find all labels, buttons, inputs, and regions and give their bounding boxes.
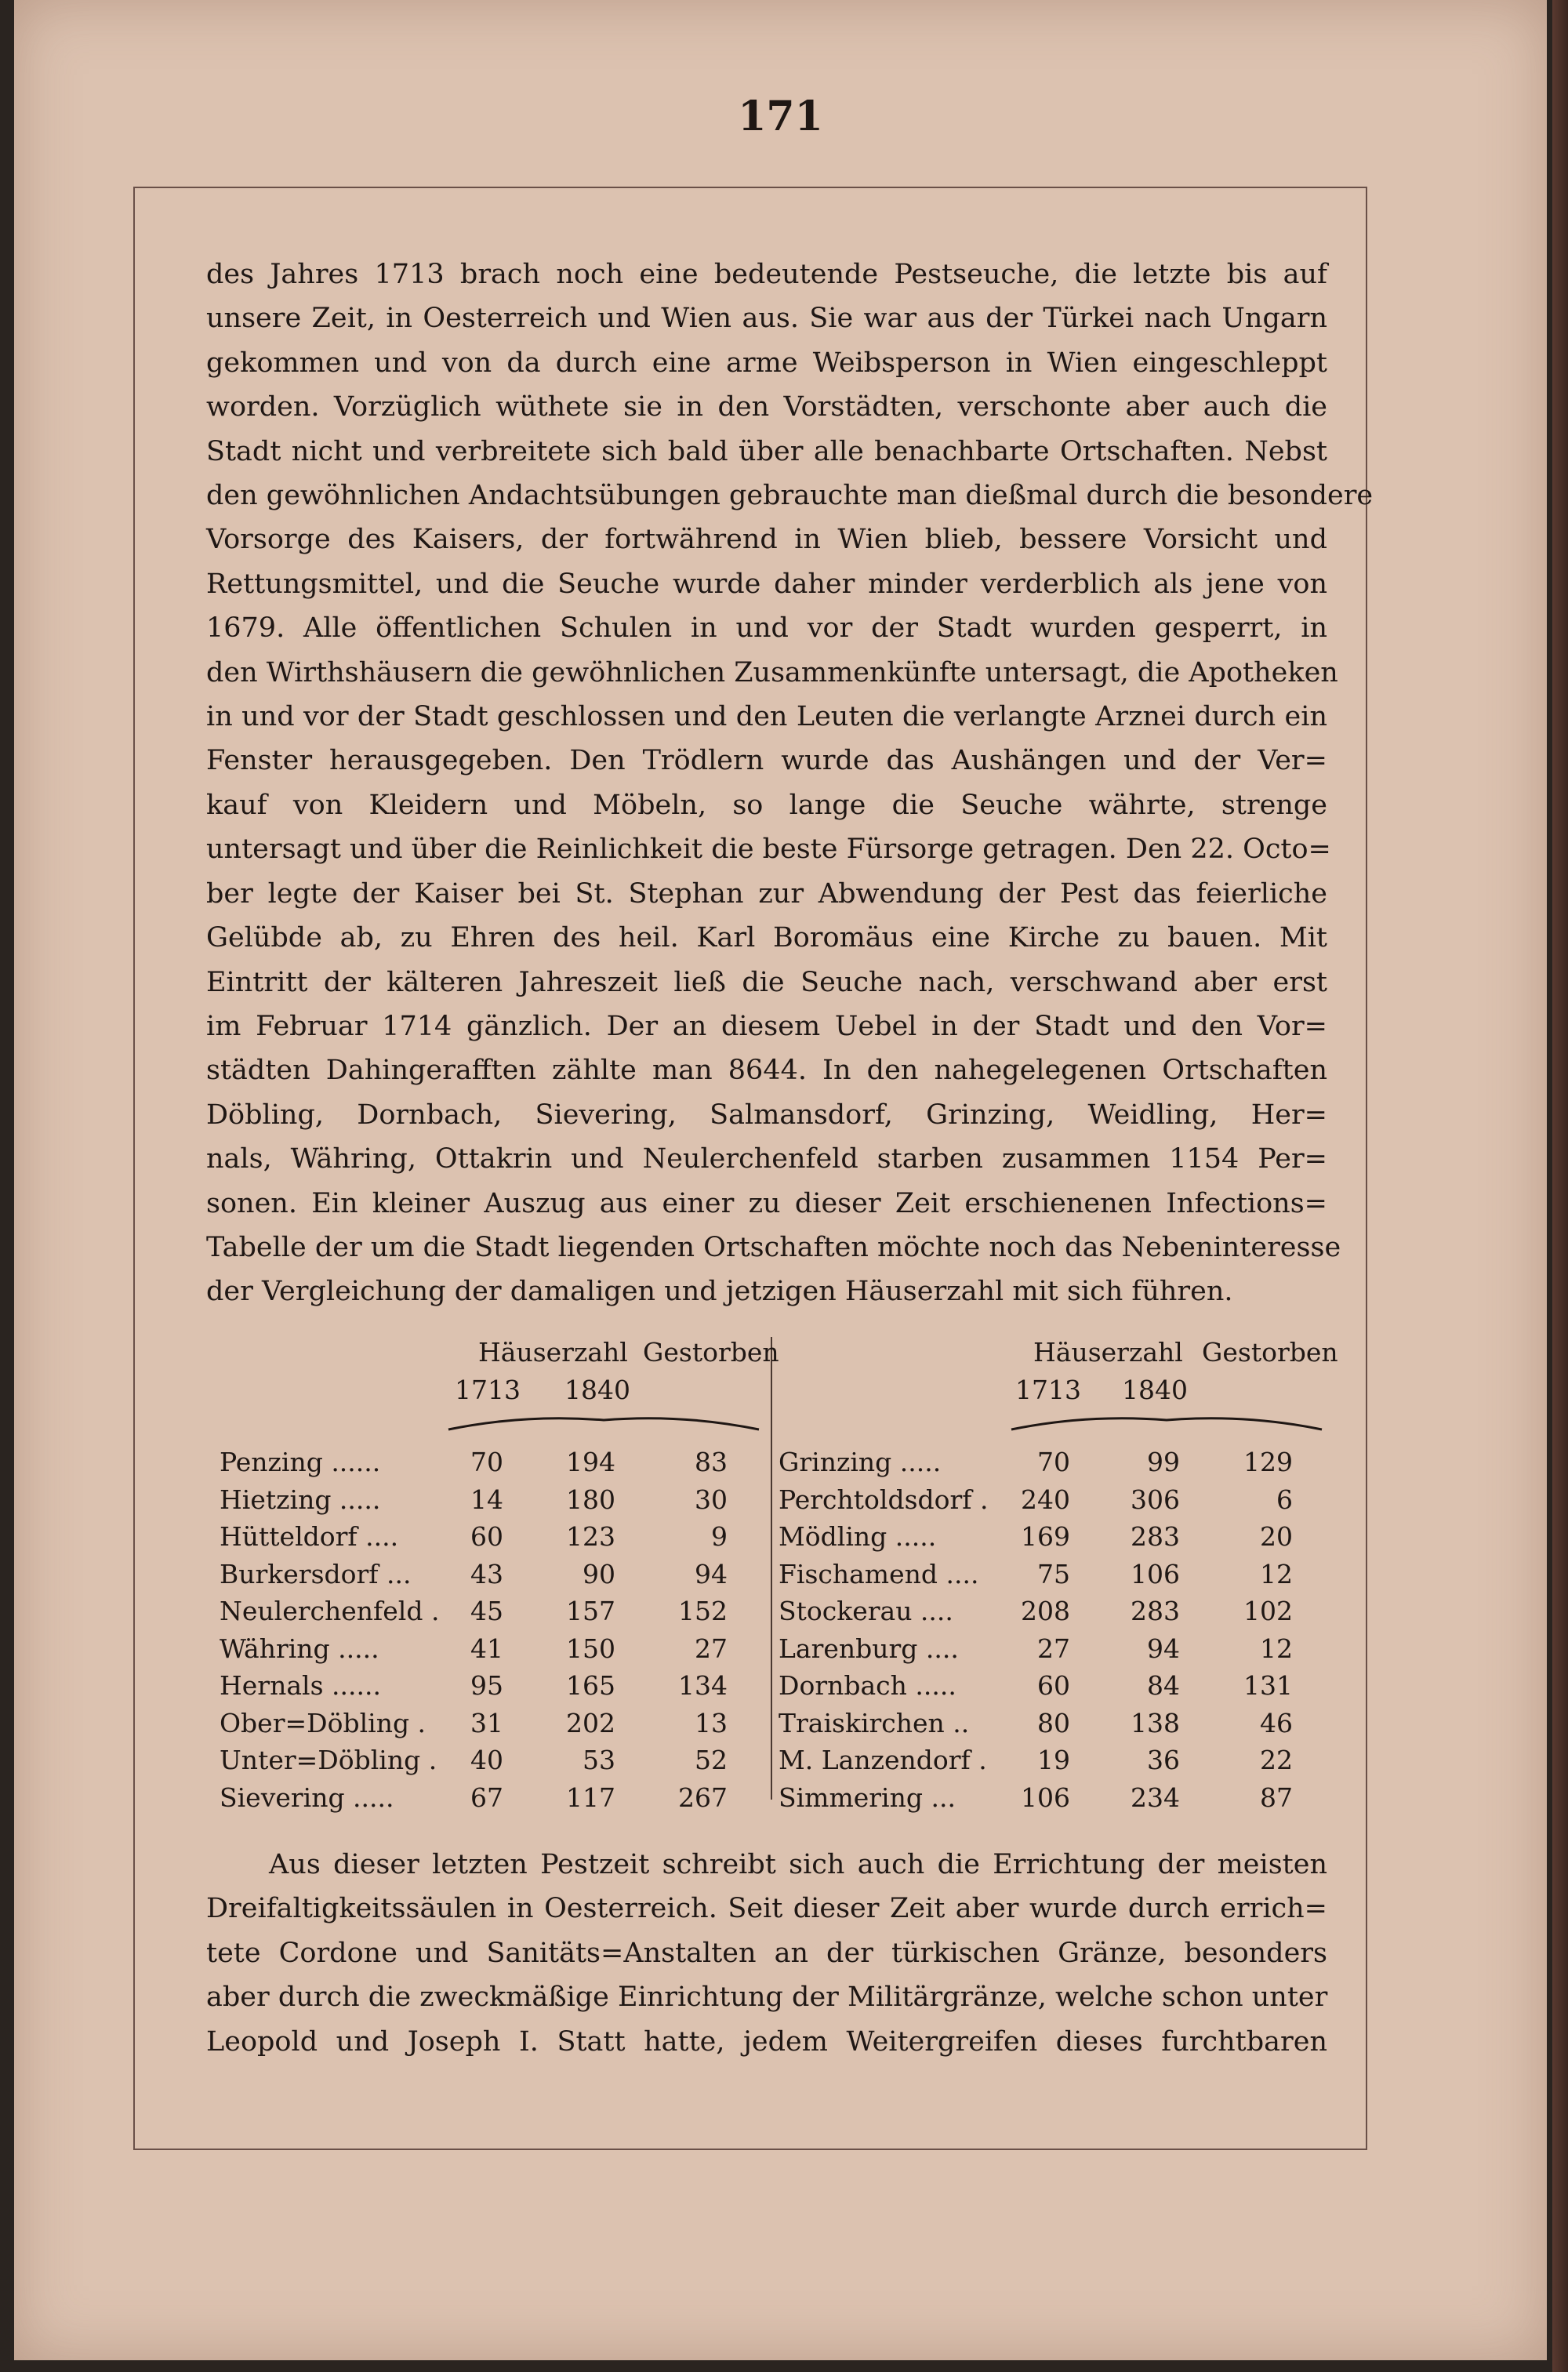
houses-1840: 283 — [1131, 1521, 1180, 1552]
houses-1713: 60 — [1037, 1670, 1070, 1701]
houses-1713: 75 — [1037, 1558, 1070, 1589]
houses-1713: 95 — [470, 1670, 503, 1701]
houses-1713: 80 — [1037, 1707, 1070, 1738]
table-row — [779, 1484, 1343, 1522]
paragraph-trinity-columns — [206, 1843, 1327, 2064]
place-name: Währing ..... — [220, 1633, 379, 1664]
deaths: 13 — [695, 1707, 728, 1738]
houses-1840: 36 — [1147, 1745, 1180, 1775]
text-line: den Wirthshäusern die gewöhnlichen Zusammenkünfte untersagt, die Apotheken — [206, 656, 1338, 688]
houses-1840: 283 — [1131, 1596, 1180, 1626]
deaths: 52 — [695, 1745, 728, 1775]
table-row — [779, 1745, 1343, 1782]
houses-1713: 208 — [1021, 1596, 1070, 1626]
table-row — [779, 1670, 1343, 1708]
houses-1840: 123 — [566, 1521, 615, 1552]
houses-1840: 53 — [583, 1745, 615, 1775]
header-houses: Häuserzahl — [478, 1337, 628, 1368]
place-name: Burkersdorf ... — [220, 1558, 412, 1589]
houses-1840: 90 — [583, 1558, 615, 1589]
table-row — [220, 1484, 760, 1522]
text-line: tete Cordone und Sanitäts=Anstalten an der türkischen Gränze, besonders — [206, 1937, 1327, 1969]
houses-1713: 31 — [470, 1707, 503, 1738]
houses-1713: 70 — [470, 1447, 503, 1477]
houses-1840: 94 — [1147, 1633, 1180, 1664]
text-line: Döbling, Dornbach, Sievering, Salmansdorf, Grinzing, Weidling, Her= — [206, 1099, 1327, 1131]
infection-table-left — [220, 1337, 779, 1813]
table-row — [220, 1745, 760, 1782]
text-line: des Jahres 1713 brach noch eine bedeutende Pestseuche, die letzte bis auf — [206, 259, 1327, 290]
houses-1713: 41 — [470, 1633, 503, 1664]
paragraph-plague-1713 — [206, 252, 1374, 1314]
text-line: städten Dahingerafften zählte man 8644. In den nahegelegenen Ortschaften — [206, 1055, 1327, 1087]
table-row — [779, 1559, 1343, 1596]
place-name: Fischamend .... — [779, 1558, 979, 1589]
text-line: untersagt und über die Reinlichkeit die beste Fürsorge getragen. Den 22. Octo= — [206, 834, 1331, 866]
place-name: Traiskirchen .. — [779, 1707, 970, 1738]
houses-1713: 43 — [470, 1558, 503, 1589]
place-name: Stockerau .... — [779, 1596, 953, 1626]
houses-1713: 40 — [470, 1745, 503, 1775]
houses-1840: 306 — [1131, 1484, 1180, 1515]
deaths: 83 — [695, 1447, 728, 1477]
table-row — [220, 1708, 760, 1745]
text-line: sonen. Ein kleiner Auszug aus einer zu dieser Zeit erschienenen Infections= — [206, 1187, 1327, 1219]
place-name: Perchtoldsdorf . — [779, 1484, 989, 1515]
text-line: der Vergleichung der damaligen und jetzigen Häuserzahl mit sich führen. — [206, 1276, 1233, 1308]
place-name: Larenburg .... — [779, 1633, 959, 1664]
text-line: Aus dieser letzten Pestzeit schreibt sich auch die Errichtung der meisten — [269, 1849, 1327, 1880]
houses-1840: 150 — [566, 1633, 615, 1664]
text-line: Stadt nicht und verbreitete sich bald über alle benachbarte Ortschaften. Nebst — [206, 435, 1327, 467]
header-brace — [1010, 1409, 1323, 1433]
deaths: 27 — [695, 1633, 728, 1664]
table-row — [220, 1596, 760, 1633]
deaths: 152 — [678, 1596, 728, 1626]
place-name: Grinzing ..... — [779, 1447, 942, 1477]
houses-1840: 138 — [1131, 1707, 1180, 1738]
table-row — [779, 1708, 1343, 1745]
houses-1713: 106 — [1021, 1782, 1070, 1813]
table-row — [220, 1559, 760, 1596]
table-row — [779, 1596, 1343, 1633]
place-name: M. Lanzendorf . — [779, 1745, 987, 1775]
houses-1713: 67 — [470, 1782, 503, 1813]
place-name: Hütteldorf .... — [220, 1521, 399, 1552]
deaths: 6 — [1276, 1484, 1293, 1515]
text-line: aber durch die zweckmäßige Einrichtung der Militärgränze, welche schon unter — [206, 1982, 1328, 2014]
houses-1840: 234 — [1131, 1782, 1180, 1813]
text-line: Vorsorge des Kaisers, der fortwährend in Wien blieb, bessere Vorsicht und — [206, 524, 1327, 556]
houses-1713: 60 — [470, 1521, 503, 1552]
text-line: den gewöhnlichen Andachtsübungen gebrauchte man dießmal durch die besondere — [206, 480, 1374, 512]
place-name: Mödling ..... — [779, 1521, 937, 1552]
table-row — [779, 1633, 1343, 1671]
houses-1840: 180 — [566, 1484, 615, 1515]
houses-1840: 157 — [566, 1596, 615, 1626]
houses-1840: 117 — [566, 1782, 615, 1813]
deaths: 267 — [678, 1782, 728, 1813]
text-line: Eintritt der kälteren Jahreszeit ließ die Seuche nach, verschwand aber erst — [206, 966, 1327, 998]
houses-1713: 70 — [1037, 1447, 1070, 1477]
houses-1840: 106 — [1131, 1558, 1180, 1589]
table-divider — [771, 1337, 772, 1800]
deaths: 12 — [1260, 1633, 1293, 1664]
book-spine — [1552, 0, 1568, 2372]
place-name: Neulerchenfeld . — [220, 1596, 440, 1626]
header-houses: Häuserzahl — [1033, 1337, 1183, 1368]
header-brace — [447, 1409, 760, 1433]
houses-1840: 194 — [566, 1447, 615, 1477]
header-year-1840: 1840 — [1122, 1375, 1188, 1405]
text-line: Fenster herausgegeben. Den Trödlern wurde das Aushängen und der Ver= — [206, 745, 1327, 777]
deaths: 129 — [1243, 1447, 1293, 1477]
text-line: Gelübde ab, zu Ehren des heil. Karl Boromäus eine Kirche zu bauen. Mit — [206, 922, 1327, 954]
table-row — [220, 1782, 760, 1820]
houses-1840: 84 — [1147, 1670, 1180, 1701]
place-name: Hietzing ..... — [220, 1484, 381, 1515]
text-line: Rettungsmittel, und die Seuche wurde daher minder verderblich als jene von — [206, 568, 1327, 600]
houses-1713: 14 — [470, 1484, 503, 1515]
place-name: Unter=Döbling . — [220, 1745, 437, 1775]
deaths: 94 — [695, 1558, 728, 1589]
text-line: Tabelle der um die Stadt liegenden Ortschaften möchte noch das Nebeninteresse — [206, 1231, 1341, 1263]
deaths: 102 — [1243, 1596, 1293, 1626]
houses-1840: 99 — [1147, 1447, 1180, 1477]
deaths: 46 — [1260, 1707, 1293, 1738]
deaths: 12 — [1260, 1558, 1293, 1589]
table-row — [220, 1521, 760, 1559]
text-line: im Februar 1714 gänzlich. Der an diesem Uebel in der Stadt und den Vor= — [206, 1010, 1327, 1042]
header-year-1713: 1713 — [1015, 1375, 1081, 1405]
text-line: gekommen und von da durch eine arme Weibsperson in Wien eingeschleppt — [206, 347, 1327, 379]
text-line: worden. Vorzüglich wüthete sie in den Vorstädten, verschonte aber auch die — [206, 391, 1327, 423]
deaths: 9 — [711, 1521, 728, 1552]
deaths: 131 — [1243, 1670, 1293, 1701]
houses-1713: 19 — [1037, 1745, 1070, 1775]
table-row — [779, 1447, 1343, 1484]
place-name: Hernals ...... — [220, 1670, 381, 1701]
page-number: 171 — [738, 93, 823, 140]
table-row — [220, 1633, 760, 1671]
deaths: 134 — [678, 1670, 728, 1701]
text-line: nals, Währing, Ottakrin und Neulerchenfeld starben zusammen 1154 Per= — [206, 1143, 1327, 1175]
table-row — [779, 1521, 1343, 1559]
infection-table-right — [779, 1337, 1343, 1813]
place-name: Penzing ...... — [220, 1447, 381, 1477]
houses-1713: 240 — [1021, 1484, 1070, 1515]
text-line: ber legte der Kaiser bei St. Stephan zur Abwendung der Pest das feierliche — [206, 877, 1327, 910]
deaths: 20 — [1260, 1521, 1293, 1552]
place-name: Ober=Döbling . — [220, 1707, 426, 1738]
header-year-1713: 1713 — [455, 1375, 521, 1405]
text-line: in und vor der Stadt geschlossen und den Leuten die verlangte Arznei durch ein — [206, 701, 1327, 733]
header-died: Gestorben — [643, 1337, 779, 1368]
text-line: 1679. Alle öffentlichen Schulen in und vor der Stadt wurden gesperrt, in — [206, 612, 1327, 645]
header-year-1840: 1840 — [564, 1375, 630, 1405]
text-line: kauf von Kleidern und Möbeln, so lange die Seuche währte, strenge — [206, 789, 1327, 821]
book-page — [14, 0, 1547, 2360]
houses-1713: 169 — [1021, 1521, 1070, 1552]
table-row — [779, 1782, 1343, 1820]
houses-1840: 202 — [566, 1707, 615, 1738]
table-row — [220, 1670, 760, 1708]
houses-1713: 27 — [1037, 1633, 1070, 1664]
text-line: Leopold und Joseph I. Statt hatte, jedem Weitergreifen dieses furchtbaren — [206, 2025, 1327, 2058]
text-line: unsere Zeit, in Oesterreich und Wien aus. Sie war aus der Türkei nach Ungarn — [206, 303, 1327, 335]
deaths: 30 — [695, 1484, 728, 1515]
place-name: Sievering ..... — [220, 1782, 394, 1813]
header-died: Gestorben — [1202, 1337, 1338, 1368]
houses-1713: 45 — [470, 1596, 503, 1626]
place-name: Dornbach ..... — [779, 1670, 956, 1701]
houses-1840: 165 — [566, 1670, 615, 1701]
deaths: 87 — [1260, 1782, 1293, 1813]
text-line: Dreifaltigkeitssäulen in Oesterreich. Seit dieser Zeit aber wurde durch errich= — [206, 1893, 1327, 1925]
deaths: 22 — [1260, 1745, 1293, 1775]
place-name: Simmering ... — [779, 1782, 956, 1813]
table-row — [220, 1447, 760, 1484]
